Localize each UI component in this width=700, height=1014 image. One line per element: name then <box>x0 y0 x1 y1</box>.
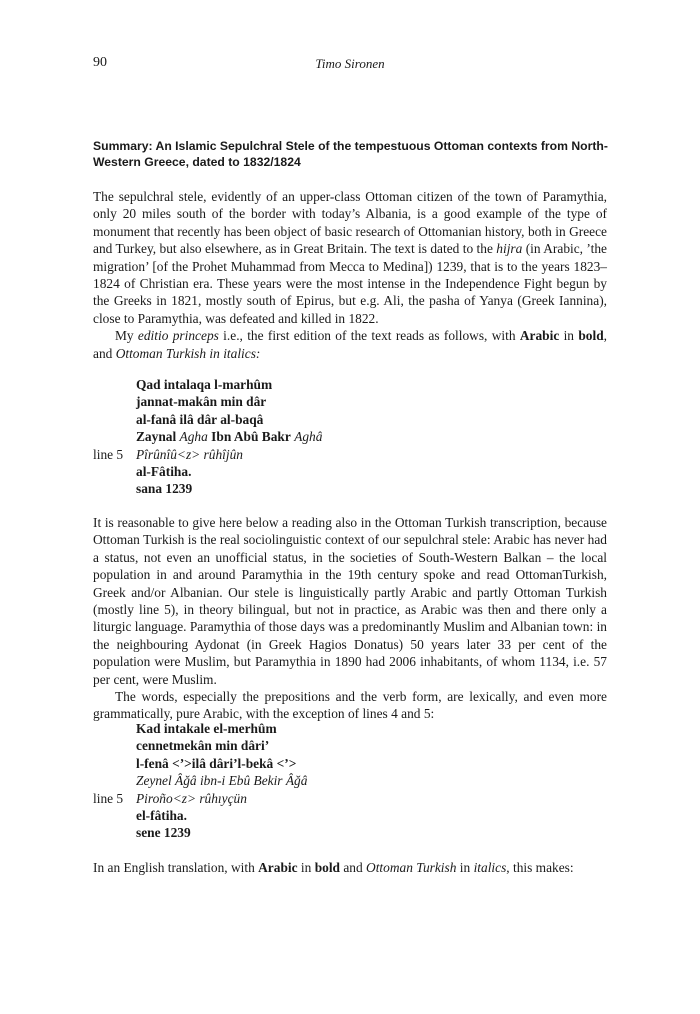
body-text-block-1 <box>93 188 607 362</box>
page-header <box>93 55 607 75</box>
line-number-label: line 5 <box>93 446 124 462</box>
inscription-line: line 5 Pîrûnîû<z> rûhîjûn <box>93 446 243 462</box>
paragraph-2: My editio princeps i.e., the first edition of the text reads as follows, with Arabic in bold, and Ottoman Turkish in italics: <box>93 328 607 361</box>
inscription-line: al-Fâtiha. <box>136 463 192 479</box>
summary-title: Summary: An Islamic Sepulchral Stele of the tempestuous Ottoman contexts from North-Western Greece, dated to 1832/1824 <box>93 139 608 169</box>
paragraph-5: In an English translation, with Arabic in bold and Ottoman Turkish in italics, this makes: <box>93 860 574 875</box>
inscription-arabic-transcription <box>93 376 513 498</box>
inscription-line: el-fâtiha. <box>136 807 187 823</box>
page-number: 90 <box>93 55 107 70</box>
term-hijra: hijra <box>496 241 523 257</box>
body-text-block-2 <box>93 514 607 723</box>
inscription-line: line 5 Piroño<z> rûhıyçün <box>93 790 247 806</box>
inscription-line: l-fenâ <’>ilâ dâri’l-bekâ <’> <box>136 755 297 771</box>
inscription-line: al-fanâ ilâ dâr al-baqâ <box>136 411 264 427</box>
line-number-label: line 5 <box>93 790 124 806</box>
body-text-block-3 <box>93 859 607 876</box>
running-head: Timo Sironen <box>315 56 385 71</box>
term-editio-princeps: editio princeps <box>137 328 219 344</box>
paragraph-4: The words, especially the prepositions and the verb form, are lexically, and even more grammatically, pure Arabic, with the exception of lines 4 and 5: <box>93 689 607 722</box>
inscription-ottoman-transcription <box>93 720 513 842</box>
inscription-line: Kad intakale el-merhûm <box>136 721 277 736</box>
paragraph-3: It is reasonable to give here below a reading also in the Ottoman Turkish transcription, because Ottoman Turkish is the real sociolinguistic context of our sepulchral stele: Arabic has never had a status, not even an unofficial status, in the societies of South-Western Balkan – the local population in and around Paramythia in the 19th century spoke and read OttomanTurkish, Greek and/or Albanian. Our stele is linguistically partly Arabic and partly Ottoman Turkish (mostly line 5), in theory bilingual, but not in practice, as Arabic was then and there only a liturgic language. Paramythia of those days was a predominantly Muslim and Albanian town: in the neighbouring Aydonat (in Greek Hagios Donatus) 50 years later 33 per cent of the population were Muslim, but Paramythia in 1890 had 2006 inhabitants, of whom 1134, i.e. 57 per cent, were Muslim. <box>93 515 607 687</box>
inscription-line: Zaynal Agha Ibn Abû Bakr Aghâ <box>136 429 323 445</box>
inscription-line: jannat-makân min dâr <box>136 394 267 410</box>
inscription-line: sene 1239 <box>136 825 191 841</box>
inscription-line: Qad intalaqa l-marhûm <box>136 377 273 392</box>
paragraph-1: The sepulchral stele, evidently of an upper-class Ottoman citizen of the town of Paramythia, only 20 miles south of the border with today’s Albania, is a good example of the type of monument that recently has been object of basic research of Ottomanian history, both in Greece and Turkey, but also elsewhere, as in Great Britain. The text is dated to the hijra (in Arabic, ’the migration’ [of the Prohet Muhammad from Mecca to Medina]) 1239, that is to the years 1823–1824 of Christian era. These years were the most intense in the Independence Fight begun by the Greeks in 1821, mostly south of Epirus, but e.g. Ali, the pasha of Yanya (Greek Iannina), close to Paramythia, was defeated and killed in 1822. <box>93 189 607 326</box>
inscription-line: Zeynel Âğâ ibn-i Ebû Bekir Âğâ <box>136 773 308 789</box>
inscription-line: cennetmekân min dâri’ <box>136 738 270 754</box>
inscription-line: sana 1239 <box>136 481 193 497</box>
